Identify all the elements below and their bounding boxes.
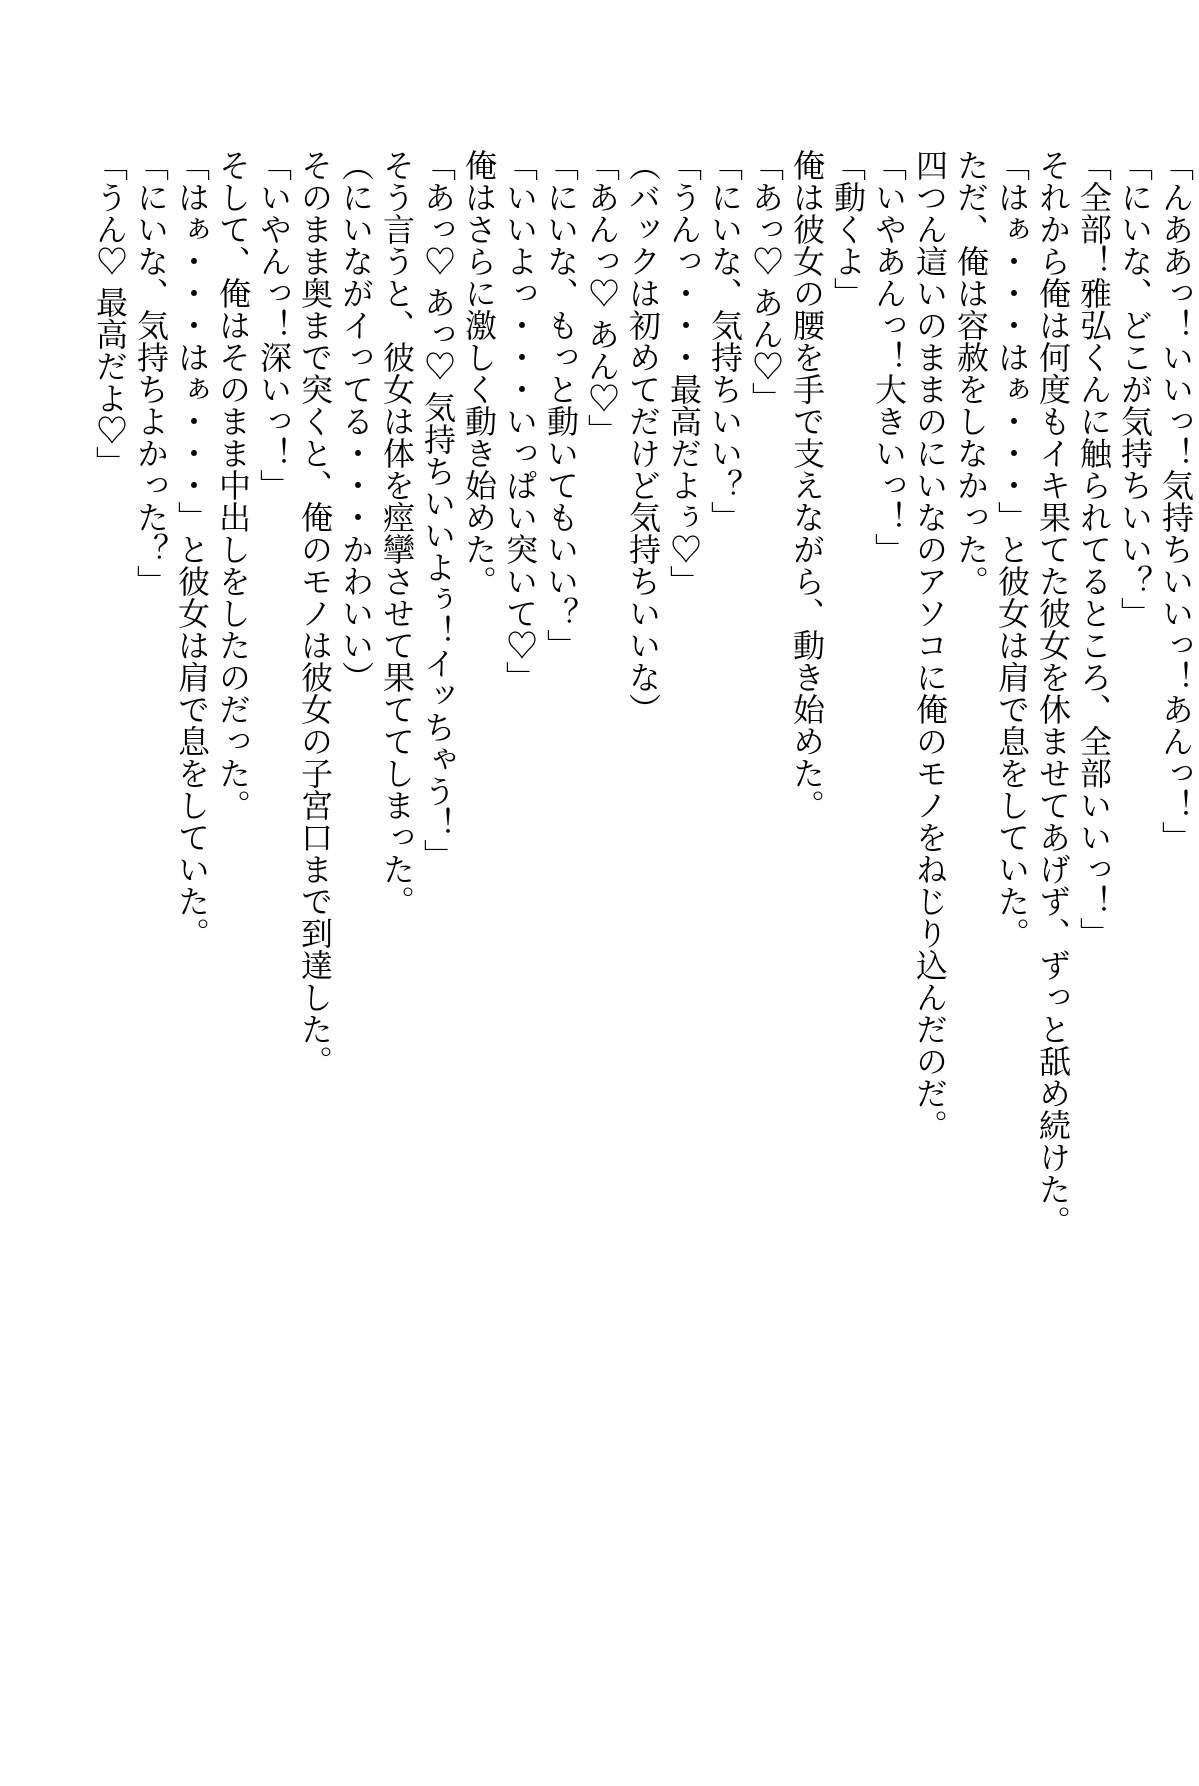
text-line: 「にいな、気持ちいい？」	[707, 149, 743, 533]
text-line: ただ、俺は容赦をしなかった。	[953, 149, 989, 597]
text-line: 「うん♡ 最高だよ♡」	[92, 149, 128, 478]
text-line: それから俺は何度もイキ果てた彼女を休ませてあげず、ずっと舐め続けた。	[1035, 149, 1071, 1237]
text-line: 四つん這いのままのにいなのアソコに俺のモノをねじり込んだのだ。	[912, 149, 948, 1141]
text-line: 「はぁ・・・はぁ・・・」と彼女は肩で息をしていた。	[174, 149, 210, 949]
text-line: 「んああっ！いいっ！気持ちいいっ！あんっ！」	[1158, 149, 1194, 853]
text-line: 「にいな、もっと動いてもいい？」	[543, 149, 579, 661]
text-line: そう言うと、彼女は体を痙攣させて果ててしまった。	[379, 149, 415, 917]
text-line: 「いやあんっ！大きいっ！」	[871, 149, 907, 565]
text-line: 「動くよ」	[830, 149, 866, 309]
text-line: 「にいな、気持ちよかった？」	[133, 149, 169, 597]
text-line: そのまま奥まで突くと、俺のモノは彼女の子宮口まで到達した。	[297, 149, 333, 1077]
text-line: 「あんっ♡ あん♡」	[584, 149, 620, 446]
vertical-text-block	[89, 0, 1199, 1769]
text-line: 「はぁ・・・はぁ・・・」と彼女は肩で息をしていた。	[994, 149, 1030, 949]
text-line: 「うんっ・・・最高だよぅ♡」	[666, 149, 702, 597]
text-line: 「あっ♡ あん♡」	[748, 149, 784, 414]
text-line: 「いやんっ！深いっ！」	[256, 149, 292, 501]
text-line: 俺は彼女の腰を手で支えながら、動き始めた。	[789, 149, 825, 821]
text-line: そして、俺はそのまま中出しをしたのだった。	[215, 149, 251, 821]
text-line: 俺はさらに激しく動き始めた。	[461, 149, 497, 597]
text-line: 「あっ♡ あっ♡ 気持ちいいよぅ！イッちゃう！」	[420, 149, 456, 871]
text-line: 「全部！雅弘くんに触られてるところ、全部いいっ！」	[1076, 149, 1112, 949]
text-line: （バックは初めてだけど気持ちいいな）	[625, 149, 661, 725]
text-line: 「いいよっ・・・いっぱい突いて♡」	[502, 149, 538, 693]
text-line: 「にいな、どこが気持ちいい？」	[1117, 149, 1153, 629]
text-line: （にいながイってる・・・かわいい）	[338, 149, 374, 693]
